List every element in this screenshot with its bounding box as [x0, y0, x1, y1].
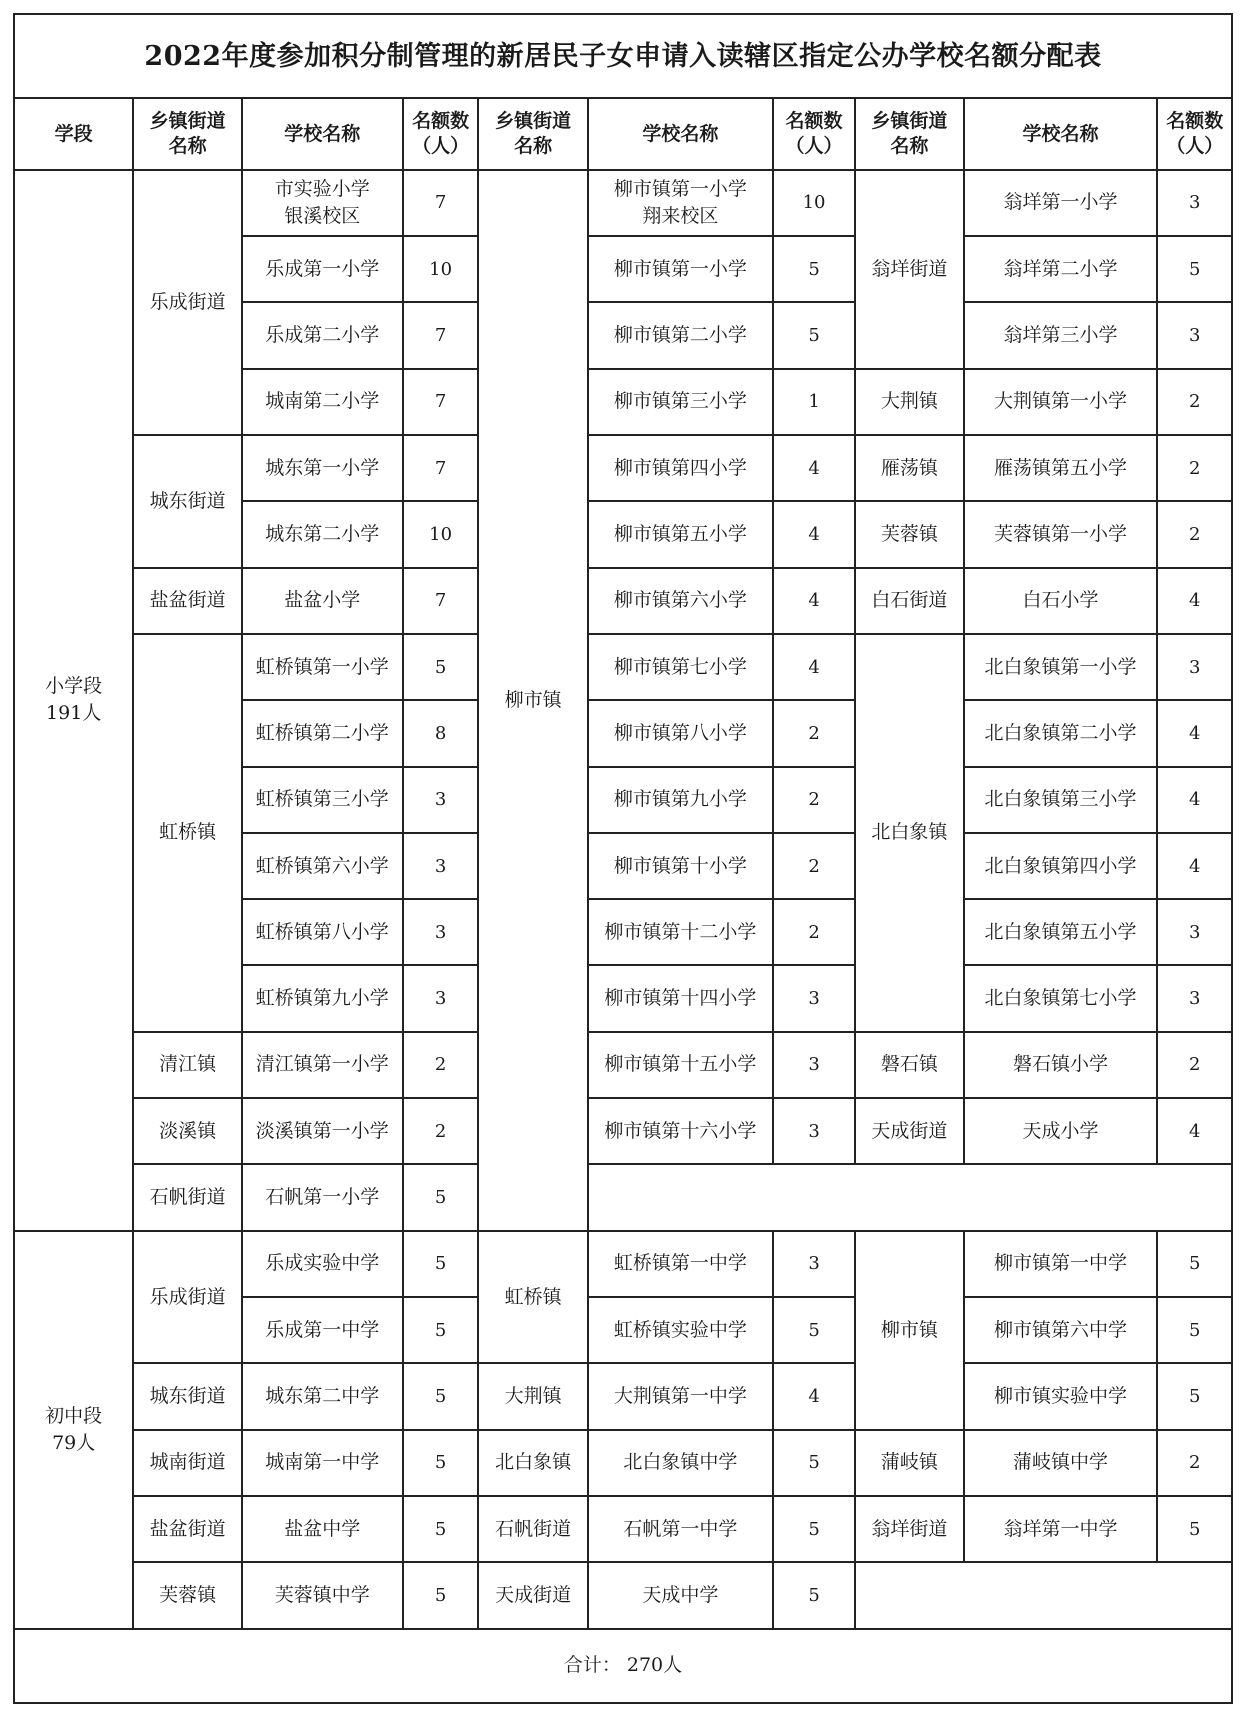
school-cell: 柳市镇第一小学 翔来校区 — [588, 170, 773, 236]
school-cell: 石帆第一中学 — [588, 1496, 773, 1562]
quota-cell: 3 — [403, 965, 479, 1031]
school-cell: 柳市镇第七小学 — [588, 634, 773, 700]
school-cell: 柳市镇第十二小学 — [588, 899, 773, 965]
school-cell: 柳市镇第九小学 — [588, 767, 773, 833]
school-cell: 白石小学 — [964, 568, 1158, 634]
town-cell: 乐成街道 — [133, 1231, 241, 1364]
school-cell: 柳市镇第十小学 — [588, 833, 773, 899]
school-cell: 天成中学 — [588, 1562, 773, 1628]
quota-cell: 5 — [403, 1562, 479, 1628]
empty-cell — [588, 1164, 1232, 1230]
quota-cell: 3 — [1157, 965, 1232, 1031]
town-cell: 天成街道 — [478, 1562, 588, 1628]
quota-cell: 3 — [403, 899, 479, 965]
school-cell: 淡溪镇第一小学 — [242, 1098, 403, 1164]
quota-cell: 4 — [1157, 1098, 1232, 1164]
table-row — [14, 1430, 1232, 1496]
empty-cell — [855, 1562, 1232, 1628]
header-quota: 名额数 （人） — [403, 98, 479, 169]
quota-cell: 4 — [1157, 700, 1232, 766]
school-cell: 翁垟第一中学 — [964, 1496, 1158, 1562]
quota-cell: 4 — [1157, 767, 1232, 833]
school-cell: 柳市镇第十五小学 — [588, 1032, 773, 1098]
school-cell: 盐盆中学 — [242, 1496, 403, 1562]
school-cell: 芙蓉镇第一小学 — [964, 501, 1158, 567]
quota-cell: 5 — [403, 1496, 479, 1562]
table-row — [14, 1164, 1232, 1230]
quota-cell: 5 — [1157, 1496, 1232, 1562]
quota-cell: 3 — [1157, 899, 1232, 965]
school-cell: 北白象镇第七小学 — [964, 965, 1158, 1031]
town-cell: 北白象镇 — [478, 1430, 588, 1496]
quota-cell: 7 — [403, 369, 479, 435]
quota-cell: 2 — [773, 767, 855, 833]
quota-cell: 2 — [403, 1032, 479, 1098]
school-cell: 翁垟第三小学 — [964, 302, 1158, 368]
quota-cell: 5 — [773, 1496, 855, 1562]
quota-cell: 4 — [773, 1363, 855, 1429]
quota-cell: 5 — [1157, 236, 1232, 302]
header-quota: 名额数 （人） — [773, 98, 855, 169]
quota-cell: 5 — [403, 1430, 479, 1496]
town-cell: 柳市镇 — [478, 170, 588, 1231]
quota-cell: 2 — [773, 899, 855, 965]
quota-cell: 4 — [773, 435, 855, 501]
town-cell: 盐盆街道 — [133, 1496, 241, 1562]
school-cell: 盐盆小学 — [242, 568, 403, 634]
town-cell: 乐成街道 — [133, 170, 241, 435]
quota-cell: 4 — [1157, 568, 1232, 634]
school-cell: 城南第一中学 — [242, 1430, 403, 1496]
school-cell: 芙蓉镇中学 — [242, 1562, 403, 1628]
quota-cell: 5 — [1157, 1231, 1232, 1297]
stage-cell-primary: 小学段 191人 — [14, 170, 133, 1231]
school-cell: 柳市镇第五小学 — [588, 501, 773, 567]
quota-cell: 2 — [1157, 369, 1232, 435]
school-cell: 柳市镇实验中学 — [964, 1363, 1158, 1429]
school-cell: 北白象镇第五小学 — [964, 899, 1158, 965]
town-cell: 大荆镇 — [478, 1363, 588, 1429]
quota-cell: 3 — [773, 1098, 855, 1164]
stage-cell-middle: 初中段 79人 — [14, 1231, 133, 1629]
school-cell: 柳市镇第一小学 — [588, 236, 773, 302]
town-cell: 城南街道 — [133, 1430, 241, 1496]
town-cell: 芙蓉镇 — [133, 1562, 241, 1628]
quota-cell: 10 — [403, 501, 479, 567]
quota-cell: 4 — [773, 501, 855, 567]
quota-cell: 3 — [773, 1231, 855, 1297]
school-cell: 北白象镇第三小学 — [964, 767, 1158, 833]
table-row — [14, 1231, 1232, 1297]
town-cell: 虹桥镇 — [478, 1231, 588, 1364]
town-cell: 天成街道 — [855, 1098, 963, 1164]
quota-cell: 5 — [403, 1164, 479, 1230]
header-stage: 学段 — [14, 98, 133, 169]
school-cell: 虹桥镇第二小学 — [242, 700, 403, 766]
quota-cell: 2 — [1157, 1032, 1232, 1098]
school-cell: 虹桥镇第三小学 — [242, 767, 403, 833]
quota-cell: 10 — [773, 170, 855, 236]
school-cell: 柳市镇第八小学 — [588, 700, 773, 766]
header-town: 乡镇街道 名称 — [133, 98, 241, 169]
quota-cell: 3 — [1157, 170, 1232, 236]
school-cell: 城东第二中学 — [242, 1363, 403, 1429]
town-cell: 芙蓉镇 — [855, 501, 963, 567]
table-row — [14, 1562, 1232, 1628]
quota-cell: 4 — [1157, 833, 1232, 899]
town-cell: 大荆镇 — [855, 369, 963, 435]
town-cell: 北白象镇 — [855, 634, 963, 1032]
quota-cell: 5 — [773, 1297, 855, 1363]
quota-cell: 3 — [773, 965, 855, 1031]
school-cell: 虹桥镇实验中学 — [588, 1297, 773, 1363]
school-cell: 石帆第一小学 — [242, 1164, 403, 1230]
school-cell: 乐成第一中学 — [242, 1297, 403, 1363]
school-cell: 虹桥镇第一小学 — [242, 634, 403, 700]
quota-cell: 4 — [773, 634, 855, 700]
quota-cell: 7 — [403, 435, 479, 501]
town-cell: 石帆街道 — [133, 1164, 241, 1230]
town-cell: 柳市镇 — [855, 1231, 963, 1430]
school-cell: 翁垟第一小学 — [964, 170, 1158, 236]
header-quota: 名额数 （人） — [1157, 98, 1232, 169]
school-cell: 城南第二小学 — [242, 369, 403, 435]
town-cell: 淡溪镇 — [133, 1098, 241, 1164]
quota-cell: 3 — [403, 767, 479, 833]
total-cell: 合计： 270人 — [14, 1629, 1232, 1703]
town-cell: 城东街道 — [133, 1363, 241, 1429]
school-cell: 虹桥镇第六小学 — [242, 833, 403, 899]
school-cell: 柳市镇第四小学 — [588, 435, 773, 501]
header-town: 乡镇街道 名称 — [855, 98, 963, 169]
school-cell: 蒲岐镇中学 — [964, 1430, 1158, 1496]
quota-cell: 3 — [1157, 634, 1232, 700]
quota-cell: 7 — [403, 170, 479, 236]
town-cell: 城东街道 — [133, 435, 241, 568]
school-cell: 北白象镇第二小学 — [964, 700, 1158, 766]
quota-allocation-table — [13, 13, 1233, 1704]
quota-cell: 4 — [773, 568, 855, 634]
school-cell: 柳市镇第六小学 — [588, 568, 773, 634]
quota-cell: 2 — [403, 1098, 479, 1164]
town-cell: 磐石镇 — [855, 1032, 963, 1098]
header-town: 乡镇街道 名称 — [478, 98, 588, 169]
town-cell: 雁荡镇 — [855, 435, 963, 501]
school-cell: 乐成实验中学 — [242, 1231, 403, 1297]
quota-cell: 2 — [1157, 1430, 1232, 1496]
school-cell: 乐成第二小学 — [242, 302, 403, 368]
table-row — [14, 1496, 1232, 1562]
school-cell: 市实验小学 银溪校区 — [242, 170, 403, 236]
school-cell: 磐石镇小学 — [964, 1032, 1158, 1098]
quota-cell: 3 — [403, 833, 479, 899]
school-cell: 乐成第一小学 — [242, 236, 403, 302]
school-cell: 大荆镇第一小学 — [964, 369, 1158, 435]
quota-cell: 5 — [1157, 1363, 1232, 1429]
town-cell: 清江镇 — [133, 1032, 241, 1098]
town-cell: 翁垟街道 — [855, 1496, 963, 1562]
school-cell: 天成小学 — [964, 1098, 1158, 1164]
school-cell: 北白象镇第四小学 — [964, 833, 1158, 899]
quota-cell: 3 — [773, 1032, 855, 1098]
table-row — [14, 435, 1232, 501]
header-row — [14, 98, 1232, 169]
table-row — [14, 1363, 1232, 1429]
quota-cell: 7 — [403, 568, 479, 634]
quota-cell: 2 — [1157, 435, 1232, 501]
quota-cell: 5 — [403, 1231, 479, 1297]
school-cell: 虹桥镇第九小学 — [242, 965, 403, 1031]
school-cell: 北白象镇第一小学 — [964, 634, 1158, 700]
page-title: 2022年度参加积分制管理的新居民子女申请入读辖区指定公办学校名额分配表 — [14, 14, 1232, 98]
town-cell: 石帆街道 — [478, 1496, 588, 1562]
town-cell: 虹桥镇 — [133, 634, 241, 1032]
table-row — [14, 1032, 1232, 1098]
quota-cell: 5 — [773, 236, 855, 302]
school-cell: 柳市镇第十六小学 — [588, 1098, 773, 1164]
quota-cell: 7 — [403, 302, 479, 368]
table-row — [14, 634, 1232, 700]
header-school: 学校名称 — [964, 98, 1158, 169]
town-cell: 翁垟街道 — [855, 170, 963, 369]
quota-cell: 10 — [403, 236, 479, 302]
table-row — [14, 1098, 1232, 1164]
school-cell: 柳市镇第二小学 — [588, 302, 773, 368]
quota-cell: 5 — [403, 1363, 479, 1429]
town-cell: 盐盆街道 — [133, 568, 241, 634]
school-cell: 翁垟第二小学 — [964, 236, 1158, 302]
table-row — [14, 170, 1232, 236]
school-cell: 城东第一小学 — [242, 435, 403, 501]
school-cell: 虹桥镇第一中学 — [588, 1231, 773, 1297]
school-cell: 清江镇第一小学 — [242, 1032, 403, 1098]
header-school: 学校名称 — [242, 98, 403, 169]
school-cell: 城东第二小学 — [242, 501, 403, 567]
quota-cell: 5 — [1157, 1297, 1232, 1363]
town-cell: 白石街道 — [855, 568, 963, 634]
quota-cell: 5 — [773, 302, 855, 368]
quota-cell: 8 — [403, 700, 479, 766]
school-cell: 柳市镇第十四小学 — [588, 965, 773, 1031]
school-cell: 大荆镇第一中学 — [588, 1363, 773, 1429]
header-school: 学校名称 — [588, 98, 773, 169]
school-cell: 柳市镇第六中学 — [964, 1297, 1158, 1363]
quota-cell: 3 — [1157, 302, 1232, 368]
quota-cell: 5 — [773, 1562, 855, 1628]
quota-cell: 5 — [773, 1430, 855, 1496]
school-cell: 雁荡镇第五小学 — [964, 435, 1158, 501]
quota-cell: 5 — [403, 634, 479, 700]
town-cell: 蒲岐镇 — [855, 1430, 963, 1496]
quota-cell: 2 — [773, 833, 855, 899]
school-cell: 柳市镇第三小学 — [588, 369, 773, 435]
quota-cell: 5 — [403, 1297, 479, 1363]
quota-cell: 2 — [1157, 501, 1232, 567]
school-cell: 柳市镇第一中学 — [964, 1231, 1158, 1297]
school-cell: 北白象镇中学 — [588, 1430, 773, 1496]
quota-cell: 1 — [773, 369, 855, 435]
school-cell: 虹桥镇第八小学 — [242, 899, 403, 965]
quota-cell: 2 — [773, 700, 855, 766]
table-row — [14, 568, 1232, 634]
